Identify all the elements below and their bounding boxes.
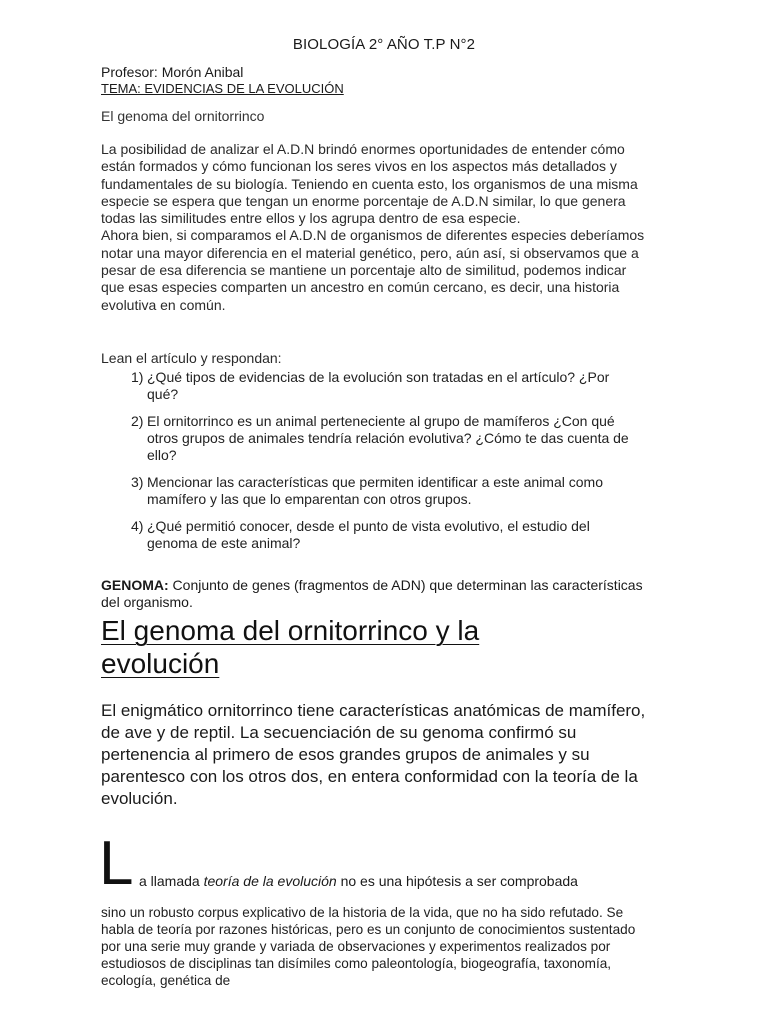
document-title: BIOLOGÍA 2° AÑO T.P N°2 [292,36,476,53]
question-item [131,369,641,403]
topic-heading: TEMA: EVIDENCIAS DE LA EVOLUCIÓN [101,81,344,96]
question-text: ¿Qué tipos de evidencias de la evolución son tratadas en el artículo? ¿Por qué? [147,369,610,402]
first-line-start: a llamada [139,873,204,889]
question-number: 4) [131,518,144,534]
genoma-text: Conjunto de genes (fragmentos de ADN) que determinan las características del organismo. [101,577,643,610]
teacher-name: Profesor: Morón Anibal [101,64,244,80]
question-number: 2) [131,413,144,429]
question-list [131,369,641,562]
drop-cap: L [99,829,134,898]
question-item [131,413,641,464]
article-body: sino un robusto corpus explicativo de la historia de la vida, que no ha sido refutado. Se habla de teoría por razones históricas, pero es un conjunto de conocimientos sustentado por una serie muy grande y variada de observaciones y experimentos realizados por estudiosos de disciplinas tan disímiles como paleontología, biogeografía, taxonomía, ecología, genética de [101,905,636,988]
genoma-term: GENOMA: [101,577,169,593]
genoma-definition [101,577,646,611]
article-first-line [139,873,649,890]
question-item [131,518,641,552]
intro-paragraph-1: La posibilidad de analizar el A.D.N brindó enormes oportunidades de entender cómo están formados y cómo funcionan los seres vivos en los aspectos más detallados y fundamentales de su biología. Teniendo en cuenta esto, los organismos de una misma especie se espera que tengan un enorme porcentaje de A.D.N similar, lo que genera todas las similitudes entre ellos y los agrupa dentro de esa especie. [101,141,638,227]
article-title [101,614,661,680]
question-item [131,474,641,508]
question-text: Mencionar las características que permiten identificar a este animal como mamífero y las que lo emparentan con otros grupos. [147,474,603,507]
section-subtitle: El genoma del ornitorrinco [101,108,265,124]
question-number: 1) [131,369,144,385]
first-line-end: no es una hipótesis a ser comprobada [336,873,578,889]
intro-paragraph-2: Ahora bien, si comparamos el A.D.N de organismos de diferentes especies deberíamos notar una mayor diferencia en el material genético, pero, aún así, si observamos que a pesar de esa diferencia se mantiene un porcentaje alto de similitud, podemos indicar que esas especies comparten un ancestro en común cercano, es decir, una historia evolutiva en común. [101,227,645,313]
question-number: 3) [131,474,144,490]
instructions: Lean el artículo y respondan: [101,350,282,366]
question-text: ¿Qué permitió conocer, desde el punto de vista evolutivo, el estudio del genoma de este animal? [147,518,590,551]
article-title-line-2: evolución [101,648,220,679]
first-line-italic: teoría de la evolución [203,873,337,889]
article-title-line-1: El genoma del ornitorrinco y la [101,615,480,646]
intro-text [101,141,646,314]
question-text: El ornitorrinco es un animal perteneciente al grupo de mamíferos ¿Con qué otros grupos de animales tendría relación evolutiva? ¿Cómo te das cuenta de ello? [147,413,629,463]
article-lead: El enigmático ornitorrinco tiene características anatómicas de mamífero, de ave y de reptil. La secuenciación de su genoma confirmó su pertenencia al primero de esos grandes grupos de animales y su parentesco con los otros dos, en entera conformidad con la teoría de la evolución. [101,701,646,808]
